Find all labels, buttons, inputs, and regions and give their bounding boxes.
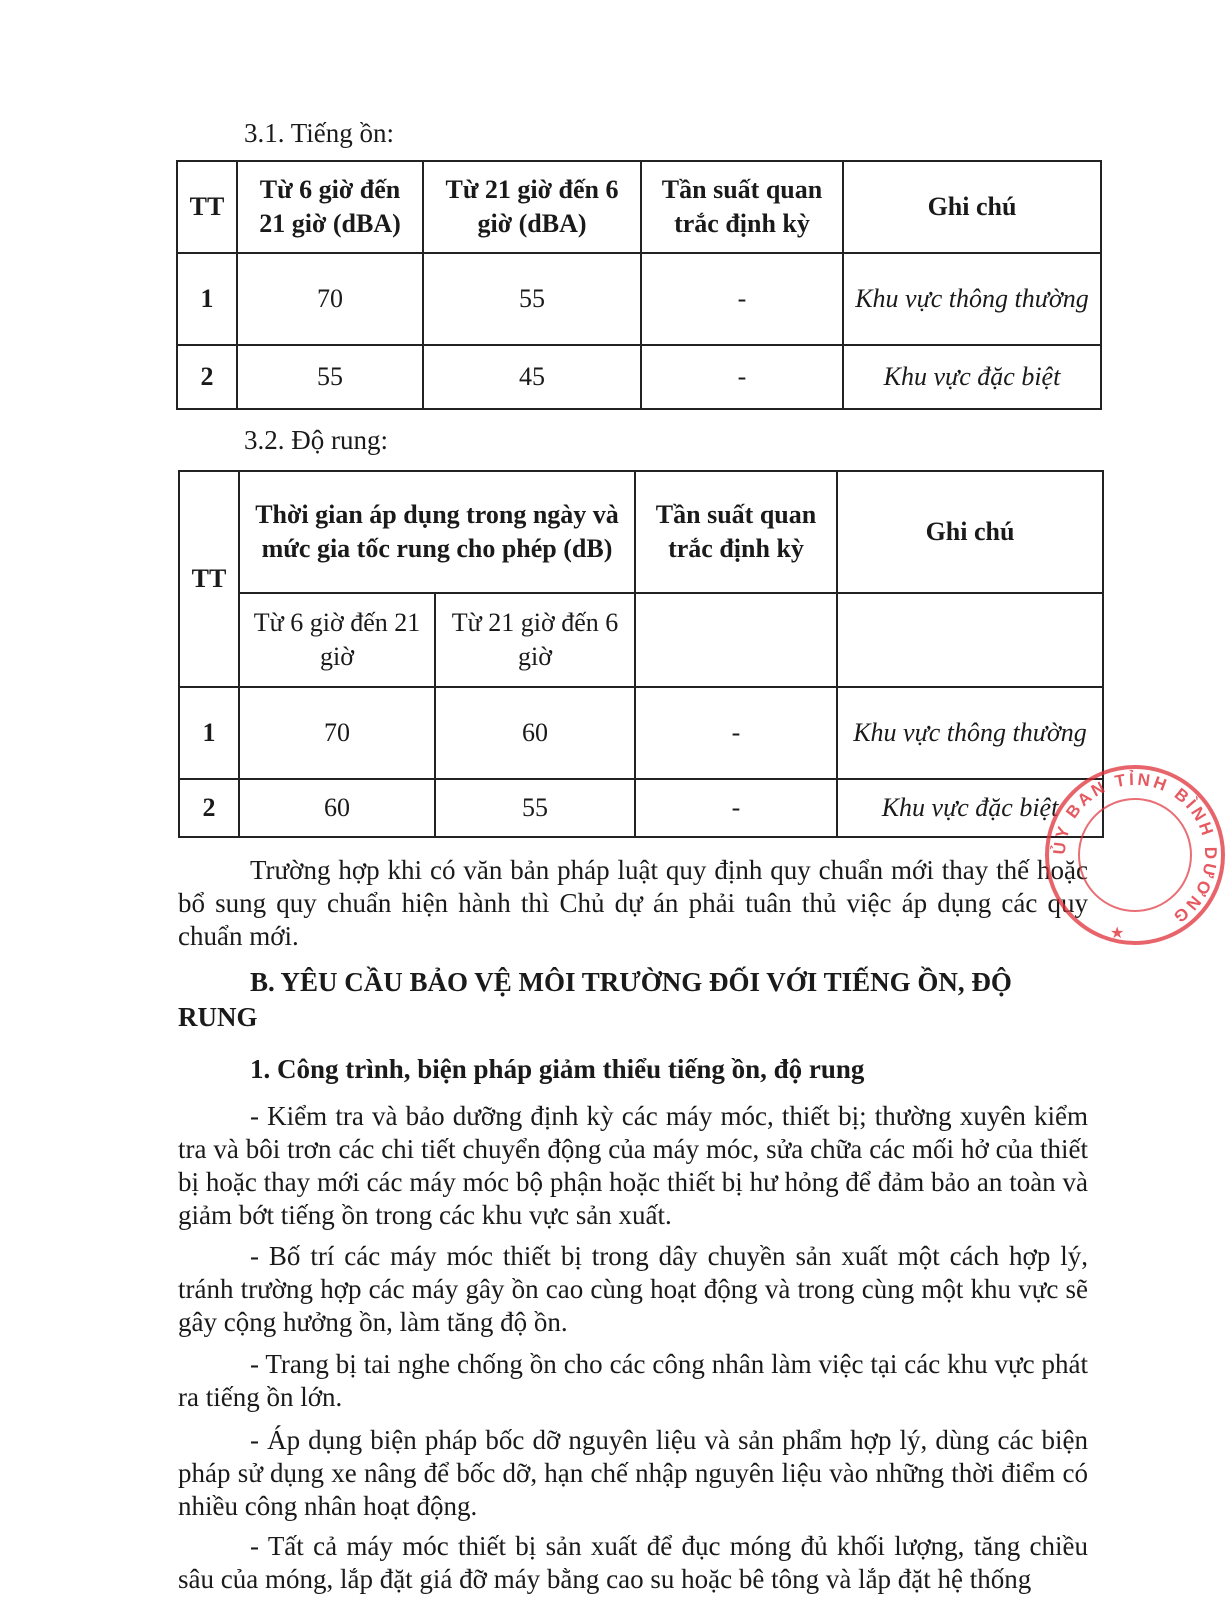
- noise-header-day: Từ 6 giờ đến 21 giờ (dBA): [237, 161, 423, 253]
- cell-tt: 1: [177, 253, 237, 345]
- vibration-header-frequency: Tần suất quan trắc định kỳ: [635, 471, 837, 593]
- cell-frequency: -: [641, 345, 843, 409]
- cell-frequency: -: [635, 779, 837, 837]
- table-row: [179, 779, 1103, 837]
- cell-night: 45: [423, 345, 641, 409]
- replacement-paragraph: Trường hợp khi có văn bản pháp luật quy định quy chuẩn mới thay thế hoặc bổ sung quy chuẩn hiện hành thì Chủ dự án phải tuân thủ việc áp dụng các quy chuẩn mới.: [178, 855, 1088, 951]
- cell-note: Khu vực thông thường: [837, 687, 1103, 779]
- vibration-subheader-day: Từ 6 giờ đến 21 giờ: [239, 593, 435, 687]
- cell-day: 60: [239, 779, 435, 837]
- cell-note: Khu vực đặc biệt: [843, 345, 1101, 409]
- subsection-1-title: 1. Công trình, biện pháp giảm thiểu tiếng ồn, độ rung: [250, 1054, 865, 1084]
- noise-table: [176, 160, 1102, 410]
- cell-day: 70: [237, 253, 423, 345]
- measure-paragraph: - Tất cả máy móc thiết bị sản xuất để đục móng đủ khối lượng, tăng chiều sâu của móng, lắp đặt giá đỡ máy bằng cao su hoặc bê tông và lắp đặt hệ thống: [178, 1531, 1088, 1594]
- noise-header-night: Từ 21 giờ đến 6 giờ (dBA): [423, 161, 641, 253]
- svg-text:★: ★: [1110, 925, 1125, 942]
- noise-section-label: 3.1. Tiếng ồn:: [244, 118, 395, 148]
- cell-night: 60: [435, 687, 635, 779]
- cell-tt: 1: [179, 687, 239, 779]
- stamp-text: ỦY BAN TỈNH BÌNH DƯƠNG: [1049, 769, 1221, 929]
- table-row: [177, 345, 1101, 409]
- measure-paragraph: - Kiểm tra và bảo dưỡng định kỳ các máy móc, thiết bị; thường xuyên kiểm tra và bôi trơn các chi tiết chuyển động của máy móc, sửa chữa các mối hở của thiết bị hoặc thay mới các máy móc bộ phận hoặc thiết bị hư hỏng để đảm bảo an toàn và giảm bớt tiếng ồn trong các khu vực sản xuất.: [178, 1101, 1088, 1230]
- measure-paragraph: - Áp dụng biện pháp bốc dỡ nguyên liệu và sản phẩm hợp lý, dùng các biện pháp sử dụng xe nâng để bốc dỡ, hạn chế nhập nguyên liệu vào những thời điểm có nhiều công nhân hoạt động.: [178, 1425, 1088, 1521]
- table-row: [179, 687, 1103, 779]
- vibration-table: [178, 470, 1104, 838]
- noise-header-tt: TT: [177, 161, 237, 253]
- cell-day: 55: [237, 345, 423, 409]
- cell-note: Khu vực đặc biệt: [837, 779, 1103, 837]
- svg-text:ỦY BAN TỈNH BÌNH DƯƠNG: [1050, 770, 1220, 928]
- cell-frequency: -: [641, 253, 843, 345]
- measure-paragraph: - Bố trí các máy móc thiết bị trong dây chuyền sản xuất một cách hợp lý, tránh trường hợp các máy gây ồn cao cùng hoạt động và trong cùng một khu vực sẽ gây cộng hưởng ồn, làm tăng độ ồn.: [178, 1241, 1088, 1337]
- empty-cell: [635, 593, 837, 687]
- vibration-subheader-night: Từ 21 giờ đến 6 giờ: [435, 593, 635, 687]
- official-seal-stamp: [1040, 760, 1228, 950]
- vibration-section-label: 3.2. Độ rung:: [244, 425, 388, 455]
- empty-cell: [837, 593, 1103, 687]
- section-b-title: B. YÊU CẦU BẢO VỆ MÔI TRƯỜNG ĐỐI VỚI TIẾNG ỒN, ĐỘ RUNG: [178, 967, 1012, 1032]
- vibration-header-note: Ghi chú: [837, 471, 1103, 593]
- cell-frequency: -: [635, 687, 837, 779]
- noise-header-note: Ghi chú: [843, 161, 1101, 253]
- cell-night: 55: [435, 779, 635, 837]
- cell-tt: 2: [179, 779, 239, 837]
- vibration-header-tt: TT: [179, 471, 239, 687]
- cell-night: 55: [423, 253, 641, 345]
- cell-day: 70: [239, 687, 435, 779]
- cell-note: Khu vực thông thường: [843, 253, 1101, 345]
- table-row: [177, 253, 1101, 345]
- cell-tt: 2: [177, 345, 237, 409]
- measure-paragraph: - Trang bị tai nghe chống ồn cho các công nhân làm việc tại các khu vực phát ra tiếng ồn lớn.: [178, 1349, 1088, 1412]
- noise-header-frequency: Tần suất quan trắc định kỳ: [641, 161, 843, 253]
- vibration-header-group: Thời gian áp dụng trong ngày và mức gia tốc rung cho phép (dB): [239, 471, 635, 593]
